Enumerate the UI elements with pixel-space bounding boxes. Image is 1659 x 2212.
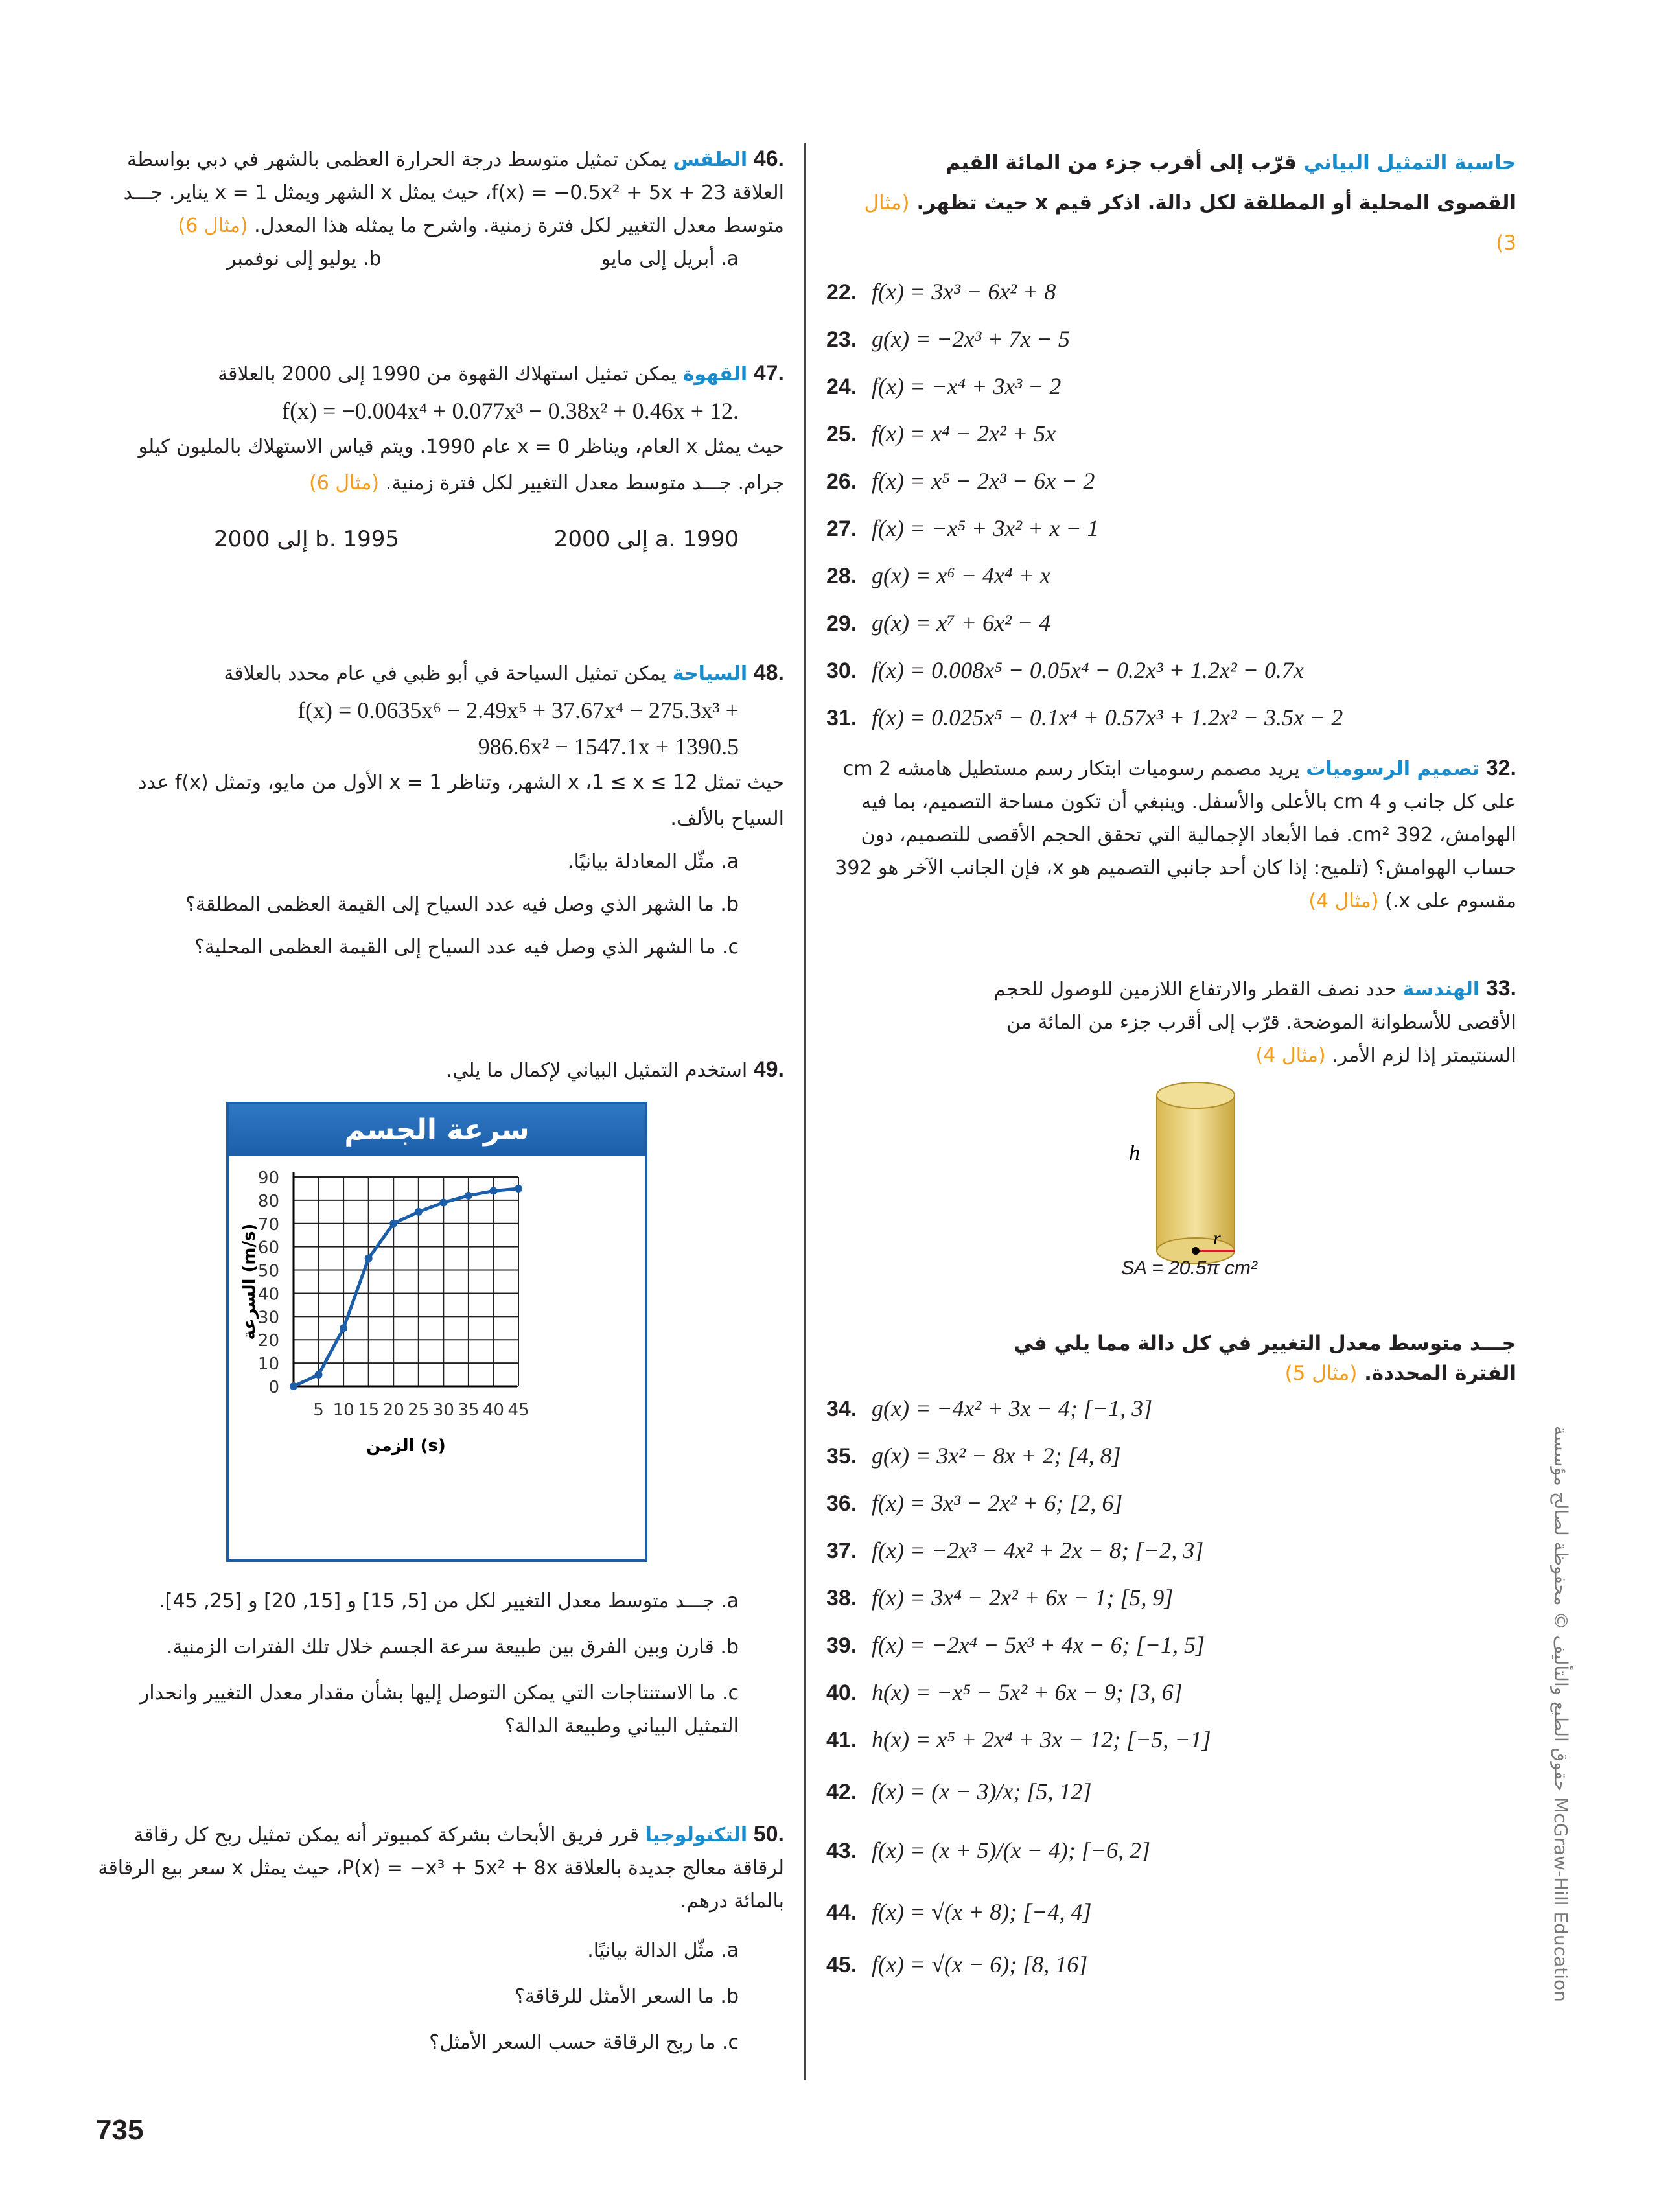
y-tick-label: 80 [257, 1191, 279, 1211]
exercise-equation: g(x) = −2x³ + 7x − 5 [872, 326, 1070, 352]
exercise-equation: h(x) = x⁵ + 2x⁴ + 3x − 12; [−5, −1] [872, 1727, 1211, 1752]
exercise-number: 30. [826, 658, 857, 683]
problem-topic: التكنولوجيا [645, 1824, 748, 1846]
problem-number: .32 [1485, 756, 1516, 780]
exercise-number: 35. [826, 1444, 857, 1469]
exercise-item [826, 1673, 1183, 1712]
y-tick-label: 10 [257, 1355, 279, 1375]
y-tick-label: 60 [257, 1238, 279, 1258]
problem-number: .46 [753, 146, 784, 171]
part-b: b. يوليو إلى نوفمبر [227, 248, 382, 270]
x-tick-label: 40 [482, 1401, 504, 1420]
exercise-number: 23. [826, 327, 857, 352]
problem-text: حدد نصف القطر والارتفاع اللازمين للوصول للحجم الأقصى للأسطوانة الموضحة. قرّب إلى أقرب جزء من المائة من السنتيمتر إذا لزم الأمر. [993, 978, 1516, 1067]
exercise-item [826, 1772, 1092, 1811]
exercise-item [826, 1531, 1203, 1570]
chart-plot [229, 1156, 645, 1559]
x-tick-label: 5 [313, 1401, 324, 1420]
part-b: b. 1995 إلى 2000 [214, 526, 400, 552]
problem-formula: f(x) = −0.004x⁴ + 0.077x³ − 0.38x² + 0.46x + 12. [282, 398, 739, 424]
problem-number: .48 [753, 660, 784, 685]
exercise-equation: f(x) = −2x³ − 4x² + 2x − 8; [−2, 3] [872, 1537, 1204, 1563]
data-point [389, 1220, 397, 1228]
part-a: a. مثّل الدالة بيانيًا. [587, 1939, 739, 1962]
exercise-number: 43. [826, 1839, 857, 1863]
exercise-equation: f(x) = 3x⁴ − 2x² + 6x − 1; [5, 9] [872, 1585, 1174, 1611]
problem-formula: f(x) = 0.0635x⁶ − 2.49x⁵ + 37.67x⁴ − 275.3x³ + 986.6x² − 1547.1x + 1390.5 [297, 697, 739, 760]
exercise-item [826, 698, 1343, 737]
problem-46 [97, 143, 784, 275]
y-tick-label: 90 [257, 1169, 279, 1188]
problem-topic: السياحة [672, 662, 748, 685]
y-tick-label: 40 [257, 1285, 279, 1305]
exercise-number: 36. [826, 1491, 857, 1516]
part-b: b. ما الشهر الذي وصل فيه عدد السياح إلى القيمة العظمى المطلقة؟ [185, 893, 739, 916]
exercise-item [826, 1436, 1121, 1475]
copyright-side-note [1550, 1426, 1659, 2002]
part-c: c. ما الاستنتاجات التي يمكن التوصل إليها بشأن مقدار معدل التغيير وانحدار التمثيل البياني وطبيعة الدالة؟ [139, 1682, 739, 1738]
part-a: a. أبريل إلى مايو [601, 248, 739, 270]
exercise-equation: g(x) = x⁷ + 6x² − 4 [872, 610, 1051, 636]
y-axis-label: السرعة (m/s) [240, 1223, 259, 1340]
problem-text: يمكن تمثيل السياحة في أبو ظبي في عام محدد بالعلاقة [224, 662, 667, 685]
problem-number: .33 [1485, 976, 1516, 1001]
exercise-number: 42. [826, 1780, 857, 1804]
exercise-number: 29. [826, 611, 857, 636]
radius-label: r [1213, 1228, 1221, 1249]
y-tick-label: 50 [257, 1261, 279, 1281]
exercise-item [826, 1484, 1122, 1522]
problem-topic: القهوة [682, 363, 748, 386]
y-tick-label: 0 [268, 1378, 279, 1397]
exercise-number: 26. [826, 469, 857, 494]
x-tick-label: 20 [382, 1401, 404, 1420]
data-point [290, 1382, 297, 1390]
exercise-equation: f(x) = x⁵ − 2x³ − 6x − 2 [872, 468, 1095, 494]
problem-number: .50 [753, 1822, 784, 1846]
part-c: c. ما الشهر الذي وصل فيه عدد السياح إلى القيمة العظمى المحلية؟ [194, 936, 739, 959]
exercise-number: 40. [826, 1681, 857, 1705]
data-point [315, 1371, 323, 1379]
exercise-number: 45. [826, 1953, 857, 1977]
part-b: b. قارن وبين الفرق بين طبيعة سرعة الجسم خلال تلك الفترات الزمنية. [166, 1636, 739, 1659]
problem-32 [830, 752, 1516, 918]
column-divider [804, 143, 806, 2080]
data-point [515, 1185, 522, 1193]
height-label: h [1129, 1141, 1140, 1165]
section-text: جـــد متوسط معدل التغيير في كل دالة مما يلي في الفترة المحددة. [1014, 1332, 1516, 1385]
x-tick-label: 25 [408, 1401, 430, 1420]
exercise-number: 27. [826, 517, 857, 541]
chart-title: سرعة الجسم [229, 1104, 645, 1156]
part-a: a. 1990 إلى 2000 [553, 526, 739, 552]
exercise-item [826, 1720, 1211, 1759]
exercise-number: 25. [826, 422, 857, 447]
problem-number: .47 [753, 361, 784, 386]
data-point [415, 1208, 423, 1216]
exercise-equation: f(x) = 0.008x⁵ − 0.05x⁴ − 0.2x³ + 1.2x² − 0.7x [872, 657, 1304, 683]
exercise-item [826, 461, 1095, 500]
page-number: 735 [96, 2114, 144, 2146]
example-ref: (مثال 3) [864, 191, 1516, 255]
exercise-equation: f(x) = √(x − 6); [8, 16] [872, 1951, 1088, 1977]
exercise-equation: f(x) = 3x³ − 6x² + 8 [872, 279, 1056, 305]
exercise-equation: f(x) = −x⁴ + 3x³ − 2 [872, 373, 1062, 399]
problem-49 [97, 1053, 784, 1087]
problem-50 [97, 1818, 784, 2059]
data-point [439, 1198, 447, 1206]
section-instructions-22-31 [862, 143, 1516, 263]
problem-49-parts [97, 1585, 784, 1743]
example-ref: (مثال 6) [309, 472, 380, 495]
section-topic: حاسبة التمثيل البياني [1303, 151, 1516, 174]
problem-47 [97, 355, 784, 557]
exercise-equation: h(x) = −x⁵ − 5x² + 6x − 9; [3, 6] [872, 1679, 1183, 1705]
exercise-item [826, 1578, 1173, 1617]
part-a: a. جـــد متوسط معدل التغيير لكل من [5, 15] و [15, 20] و [25, 45]. [159, 1590, 739, 1612]
exercise-item [826, 603, 1050, 642]
exercise-item [826, 320, 1070, 358]
part-a: a. مثّل المعادلة بيانيًا. [567, 850, 739, 873]
exercise-number: 44. [826, 1900, 857, 1925]
problem-text: استخدم التمثيل البياني لإكمال ما يلي. [446, 1059, 748, 1082]
data-point [340, 1324, 347, 1332]
exercise-item [826, 509, 1099, 548]
problem-text-2: حيث تمثل x ،1 ≤ x ≤ 12 الشهر، وتناظر x = 1 الأول من مايو، وتمثل f(x) عدد السياح بالألف. [138, 771, 784, 830]
problem-topic: الطقس [673, 148, 748, 171]
exercise-number: 28. [826, 564, 857, 588]
data-point [365, 1255, 373, 1263]
exercise-number: 34. [826, 1397, 857, 1421]
exercise-equation: f(x) = (x − 3)/x; [5, 12] [872, 1778, 1092, 1804]
y-tick-label: 30 [257, 1308, 279, 1328]
exercise-equation: f(x) = 3x³ − 2x² + 6; [2, 6] [872, 1490, 1123, 1516]
exercise-equation: f(x) = (x + 5)/(x − 4); [−6, 2] [872, 1837, 1151, 1863]
exercise-item [826, 414, 1056, 453]
exercise-item [826, 651, 1304, 690]
exercise-item [826, 1945, 1087, 1984]
exercise-equation: g(x) = x⁶ − 4x⁴ + x [872, 563, 1050, 588]
x-tick-label: 35 [458, 1401, 480, 1420]
series-line [294, 1189, 518, 1386]
exercise-equation: f(x) = −2x⁴ − 5x³ + 4x − 6; [−1, 5] [872, 1632, 1205, 1658]
copyright-text: حقوق الطبع والتأليف © محفوظة لصالح مؤسسة McGraw-Hill Education [1550, 1426, 1572, 2002]
x-tick-label: 10 [332, 1401, 354, 1420]
exercise-number: 41. [826, 1728, 857, 1752]
exercise-equation: f(x) = −x⁵ + 3x² + x − 1 [872, 515, 1099, 541]
surface-area-caption: SA = 20.5π cm² [1121, 1257, 1257, 1279]
problem-text-2: حيث يمثل x العام، ويناظر x = 0 عام 1990. ويتم قياس الاستهلاك بالمليون كيلو جرام. جـــد متوسط معدل التغيير لكل فترة زمنية. [138, 436, 784, 495]
example-ref: (مثال 5) [1284, 1362, 1358, 1385]
part-b: b. ما السعر الأمثل للرقاقة؟ [515, 1985, 739, 2008]
exercise-item [826, 1831, 1150, 1870]
exercise-number: 39. [826, 1633, 857, 1658]
part-c: c. ما ربح الرقاقة حسب السعر الأمثل؟ [429, 2031, 739, 2054]
exercise-item [826, 272, 1056, 311]
exercise-equation: f(x) = √(x + 8); [−4, 4] [872, 1899, 1092, 1925]
exercise-equation: f(x) = x⁴ − 2x² + 5x [872, 421, 1056, 447]
problem-text: قرر فريق الأبحاث بشركة كمبيوتر أنه يمكن تمثيل ربح كل رقاقة لرقاقة معالج جديدة بالعلاقة P(x) = −x³ + 5x² + 8x، حيث يمثل x سعر بيع الرقاقة بالمائة درهم. [98, 1824, 784, 1913]
problem-number: .49 [753, 1057, 784, 1082]
exercise-number: 22. [826, 280, 857, 305]
exercise-item [826, 1892, 1092, 1931]
exercise-number: 24. [826, 375, 857, 399]
problem-text: يمكن تمثيل استهلاك القهوة من 1990 إلى 2000 بالعلاقة [218, 363, 677, 386]
exercise-item [826, 1389, 1152, 1428]
problem-text: يريد مصمم رسوميات ابتكار رسم مستطيل هامشه 2 cm على كل جانب و 4 cm بالأعلى والأسفل. وينبغي أن تكون مساحة التصميم، بما فيه الهوامش، 392 cm². فما الأبعاد الإجمالية التي تحقق الحجم الأقصى للتصميم، دون حساب الهوامش؟ (تلميح: إذا كان أحد جانبي التصميم هو x، فإن الجانب الآخر هو 392 مقسوم على x.) [835, 758, 1516, 913]
exercise-number: 38. [826, 1586, 857, 1611]
exercise-equation: g(x) = 3x² − 8x + 2; [4, 8] [872, 1443, 1121, 1469]
problem-33 [959, 972, 1516, 1072]
exercise-equation: f(x) = 0.025x⁵ − 0.1x⁴ + 0.57x³ + 1.2x² − 3.5x − 2 [872, 704, 1343, 730]
example-ref: (مثال 4) [1308, 890, 1379, 913]
example-ref: (مثال 6) [178, 215, 248, 237]
data-point [489, 1187, 497, 1195]
data-point [465, 1192, 472, 1200]
problem-48 [97, 655, 784, 966]
section-text: قرّب إلى أقرب جزء من المائة القيم القصوى المحلية أو المطلقة لكل دالة. اذكر قيم x حيث تظهر. [916, 151, 1516, 215]
x-tick-label: 15 [358, 1401, 380, 1420]
exercise-number: 31. [826, 706, 857, 730]
exercise-number: 37. [826, 1539, 857, 1563]
x-axis-label: الزمن (s) [366, 1436, 446, 1456]
section-instructions-34-45 [959, 1329, 1516, 1388]
y-tick-label: 20 [257, 1331, 279, 1351]
problem-topic: الهندسة [1402, 978, 1480, 1001]
y-tick-label: 70 [257, 1215, 279, 1235]
example-ref: (مثال 4) [1255, 1044, 1326, 1067]
exercise-item [826, 1625, 1205, 1664]
x-tick-label: 30 [432, 1401, 454, 1420]
exercise-item [826, 367, 1061, 406]
cylinder-diagram [1102, 1076, 1296, 1283]
x-tick-label: 45 [507, 1401, 529, 1420]
problem-text: يمكن تمثيل متوسط درجة الحرارة العظمى بالشهر في دبي بواسطة العلاقة f(x) = −0.5x² + 5x + 23، حيث يمثل x الشهر ويمثل x = 1 يناير. جـــد متوسط معدل التغيير لكل فترة زمنية. واشرح ما يمثله هذا المعدل. [123, 148, 784, 237]
exercise-equation: g(x) = −4x² + 3x − 4; [−1, 3] [872, 1395, 1153, 1421]
velocity-chart [226, 1102, 647, 1562]
exercise-item [826, 556, 1050, 595]
problem-topic: تصميم الرسوميات [1306, 758, 1480, 780]
